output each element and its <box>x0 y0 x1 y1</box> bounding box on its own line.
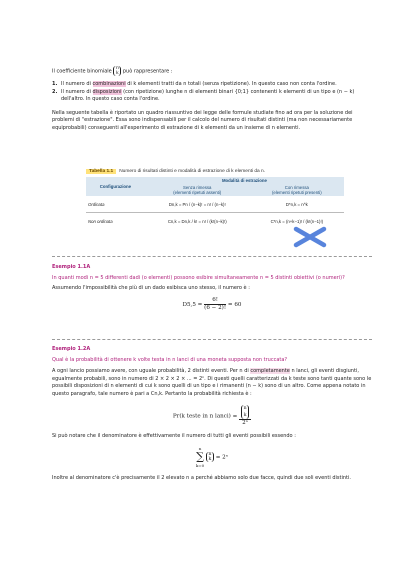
extraction-table <box>86 177 344 229</box>
example-body: Si può notare che il denominatore è effettivamente il numero di tutti gli eventi possibili essendo : <box>52 432 296 439</box>
example-question: Qual è la probabilità di ottenere k volte testa in n lanci di una moneta supposta non truccata? <box>52 356 288 363</box>
sum-top: n <box>198 446 202 452</box>
row-label: Non ordinata <box>88 218 113 224</box>
binom-bottom: k <box>208 457 212 463</box>
caption-text: Numero di risultati distinti e modalità di estrazione di k elementi da n. <box>119 169 266 174</box>
header-senza <box>145 184 250 196</box>
formula-lhs: Pr(k teste in n lanci) = <box>172 413 238 420</box>
formula-rhs: = 2ⁿ <box>215 454 229 461</box>
item-text: Il numero di <box>61 81 91 88</box>
item-number: 2. <box>52 88 58 95</box>
header-config: Configurazione <box>86 177 145 196</box>
header-con-label: Con rimessa <box>284 185 309 190</box>
binom-bottom: k <box>243 412 247 418</box>
formula-lhs: D5,5 = <box>182 301 203 308</box>
caption-label: Tabella 1.1 <box>86 169 116 174</box>
binom-top: n <box>243 405 247 411</box>
binomial-symbol <box>206 452 214 462</box>
formula-d55 <box>52 297 372 312</box>
fraction-numerator: 6! <box>204 297 226 305</box>
example-body: Assumendo l'impossibilità che più di un dado esibisca uno stesso, il numero è : <box>52 285 250 292</box>
formula-probability <box>52 405 372 427</box>
header-con-sub: (elementi ripetuti presenti) <box>271 190 322 195</box>
body-text: A ogni lancio possiamo avere, con uguale probabilità, 2 distinti eventi. Per n di <box>52 368 249 375</box>
separator <box>52 339 372 340</box>
intro-item-2 <box>52 89 372 104</box>
cross-out-annotation <box>292 225 328 249</box>
item-text: di k elementi tratti da n totali (senza ripetizione). In questo caso non conta l'ordine. <box>127 81 337 88</box>
intro-line-tail: può rappresentare : <box>122 68 173 75</box>
binomial-symbol <box>113 66 121 76</box>
binom-bottom: k <box>115 71 119 76</box>
row-label: Ordinata <box>88 201 105 207</box>
fraction-denominator: 2ⁿ <box>242 419 249 426</box>
intro-item-1 <box>52 81 372 89</box>
example-2 <box>52 346 372 483</box>
table-head-row <box>86 177 344 184</box>
fraction-denominator: (6 − 2)! <box>204 304 227 311</box>
header-senza-sub: (elementi ripetuti assenti) <box>173 190 222 195</box>
item-text: Il numero di <box>61 88 91 95</box>
example-body: Inoltre al denominatore c'è precisamente il 2 elevato n a perché abbiamo solo due facce, quindi due soli eventi distinti. <box>52 475 351 482</box>
example-title: Esempio 1.1A <box>52 264 91 270</box>
table-caption <box>86 169 344 174</box>
table-figure <box>86 169 344 229</box>
highlighted-term: completamente <box>250 368 290 375</box>
body-text: n lanci, gli eventi disgiunti, egualmente probabili, sono in numero di 2 × 2 × 2 × ... = 2ⁿ. Di questi quelli caratterizzati da k teste sono tanti quante sono le possibili disposizioni di n elementi di cui k sono quelli di un tipo e i rimanenti (n − k) sono di un altro. Come appena notato in questo paragrafo, tale numero è pari a Cn,k. Pertanto la probabilità richiesta è : <box>52 368 372 397</box>
fraction <box>239 405 251 427</box>
highlighted-term: disposizioni <box>92 88 122 95</box>
sum-bottom: k=0 <box>195 463 205 469</box>
table-cell: Dn,k = Pn / (n−k)! = n! / (n−k)! <box>168 201 226 207</box>
fraction <box>204 297 226 312</box>
example-question: In quanti modi n = 5 differenti dadi (o elementi) possono esibire simultaneamente n = 5 distinti obiettivi (o numeri)? <box>52 274 345 281</box>
table-cell: C*n,k = (n+k−1)! / (k!(n−1)!) <box>270 218 324 224</box>
highlighted-term: combinazioni <box>92 81 126 88</box>
formula-sum <box>52 445 372 469</box>
intro-section <box>52 66 372 133</box>
example-1 <box>52 264 372 312</box>
intro-line-text: Il coefficiente binomiale <box>52 68 112 75</box>
fraction-numerator <box>239 405 251 420</box>
binom-top: n <box>208 452 212 458</box>
formula-rhs: = 60 <box>227 301 242 308</box>
example-body <box>52 368 372 398</box>
header-con <box>250 184 344 196</box>
separator <box>52 256 372 257</box>
intro-line <box>52 66 372 76</box>
item-number: 1. <box>52 81 58 88</box>
binom-top: n <box>115 66 119 71</box>
table-row <box>86 196 344 213</box>
intro-paragraph: Nella seguente tabella è riportato un quadro riassuntivo dei legge delle formule studiate fino ad ora per la soluzione dei problemi di "estrazione". Essa sono indispensabili per il calcolo del numero di risultati distinti (ma non necessariamente equiprobabili) conseguenti all'esperimento di estrazione di k elementi da un insieme di n elementi. <box>52 109 353 132</box>
sigma-glyph: ∑ <box>196 450 204 464</box>
table-cell: Cn,k = Dn,k / k! = n! / (k!(n−k)!) <box>167 218 227 224</box>
table-cell: D*n,k = n^k <box>285 201 308 207</box>
binomial-symbol <box>241 405 249 419</box>
header-modal: Modalità di estrazione <box>145 177 344 184</box>
example-title: Esempio 1.2A <box>52 346 91 352</box>
header-senza-label: Senza rimessa <box>183 185 212 190</box>
sum-operator <box>196 445 204 469</box>
item-text: (con ripetizione) lunghe n di elementi binari {0;1} contenenti k elementi di un tipo e (n − k) dell'altro. In questo caso conta l'ordine. <box>61 88 355 103</box>
